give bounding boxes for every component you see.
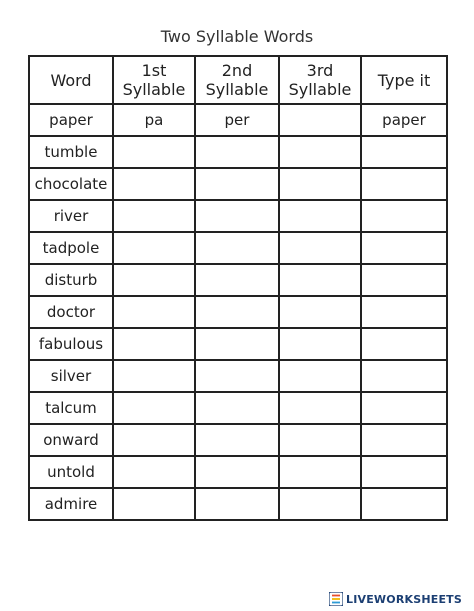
type-it-input[interactable] <box>361 360 447 392</box>
second-syllable-input[interactable]: per <box>195 104 279 136</box>
second-syllable-input[interactable] <box>195 296 279 328</box>
third-syllable-input[interactable] <box>279 136 361 168</box>
type-it-input[interactable] <box>361 392 447 424</box>
word-cell: paper <box>29 104 113 136</box>
first-syllable-input[interactable] <box>113 424 195 456</box>
first-syllable-input[interactable] <box>113 296 195 328</box>
third-syllable-input[interactable] <box>279 424 361 456</box>
page-title: Two Syllable Words <box>160 27 314 46</box>
header-third-syllable <box>279 56 361 104</box>
second-syllable-input[interactable] <box>195 200 279 232</box>
type-it-input[interactable] <box>361 200 447 232</box>
liveworksheets-logo-text: LIVEWORKSHEETS <box>346 592 462 606</box>
first-syllable-input[interactable] <box>113 328 195 360</box>
type-it-input[interactable]: paper <box>361 104 447 136</box>
third-syllable-input[interactable] <box>279 328 361 360</box>
table-row <box>29 360 447 392</box>
header-word-label: Word <box>50 70 92 90</box>
second-syllable-input[interactable] <box>195 424 279 456</box>
third-syllable-input[interactable] <box>279 264 361 296</box>
third-syllable-input[interactable] <box>279 232 361 264</box>
type-it-input[interactable] <box>361 168 447 200</box>
table-row <box>29 424 447 456</box>
header-second-syllable-line2: Syllable <box>205 80 269 99</box>
first-syllable-input[interactable] <box>113 232 195 264</box>
second-syllable-input[interactable] <box>195 136 279 168</box>
type-it-input[interactable] <box>361 264 447 296</box>
header-word <box>29 56 113 104</box>
table-row <box>29 168 447 200</box>
third-syllable-input[interactable] <box>279 456 361 488</box>
syllable-table <box>28 55 448 521</box>
table-row <box>29 328 447 360</box>
table-row <box>29 264 447 296</box>
second-syllable-input[interactable] <box>195 264 279 296</box>
table-row <box>29 296 447 328</box>
word-cell: talcum <box>29 392 113 424</box>
header-first-syllable-line1: 1st <box>141 61 167 80</box>
word-cell: doctor <box>29 296 113 328</box>
table-row <box>29 392 447 424</box>
first-syllable-input[interactable] <box>113 456 195 488</box>
liveworksheets-logo-icon <box>329 592 343 606</box>
word-cell: tadpole <box>29 232 113 264</box>
word-cell: tumble <box>29 136 113 168</box>
table-row <box>29 488 447 520</box>
second-syllable-input[interactable] <box>195 168 279 200</box>
word-cell: disturb <box>29 264 113 296</box>
third-syllable-input[interactable] <box>279 296 361 328</box>
word-cell: chocolate <box>29 168 113 200</box>
second-syllable-input[interactable] <box>195 488 279 520</box>
type-it-input[interactable] <box>361 328 447 360</box>
first-syllable-input[interactable] <box>113 264 195 296</box>
second-syllable-input[interactable] <box>195 232 279 264</box>
first-syllable-input[interactable]: pa <box>113 104 195 136</box>
third-syllable-input[interactable] <box>279 392 361 424</box>
first-syllable-input[interactable] <box>113 168 195 200</box>
type-it-input[interactable] <box>361 424 447 456</box>
first-syllable-input[interactable] <box>113 392 195 424</box>
first-syllable-input[interactable] <box>113 488 195 520</box>
second-syllable-input[interactable] <box>195 392 279 424</box>
type-it-input[interactable] <box>361 136 447 168</box>
type-it-input[interactable] <box>361 488 447 520</box>
word-cell: fabulous <box>29 328 113 360</box>
third-syllable-input[interactable] <box>279 168 361 200</box>
type-it-input[interactable] <box>361 296 447 328</box>
header-type-it <box>361 56 447 104</box>
word-cell: river <box>29 200 113 232</box>
table-row <box>29 136 447 168</box>
table-body <box>29 104 447 520</box>
third-syllable-input[interactable] <box>279 488 361 520</box>
header-second-syllable-line1: 2nd <box>221 61 253 80</box>
second-syllable-input[interactable] <box>195 456 279 488</box>
third-syllable-input[interactable] <box>279 360 361 392</box>
first-syllable-input[interactable] <box>113 200 195 232</box>
header-first-syllable-line2: Syllable <box>122 80 186 99</box>
first-syllable-input[interactable] <box>113 360 195 392</box>
word-cell: onward <box>29 424 113 456</box>
table-row <box>29 456 447 488</box>
second-syllable-input[interactable] <box>195 360 279 392</box>
header-third-syllable-line2: Syllable <box>288 80 352 99</box>
table-row <box>29 104 447 136</box>
header-row <box>29 56 447 104</box>
word-cell: silver <box>29 360 113 392</box>
word-cell: untold <box>29 456 113 488</box>
second-syllable-input[interactable] <box>195 328 279 360</box>
type-it-input[interactable] <box>361 232 447 264</box>
third-syllable-input[interactable] <box>279 200 361 232</box>
table-row <box>29 232 447 264</box>
third-syllable-input[interactable] <box>279 104 361 136</box>
liveworksheets-logo <box>329 591 462 607</box>
word-cell: admire <box>29 488 113 520</box>
header-third-syllable-line1: 3rd <box>306 61 334 80</box>
first-syllable-input[interactable] <box>113 136 195 168</box>
type-it-input[interactable] <box>361 456 447 488</box>
header-type-it-label: Type it <box>377 70 431 90</box>
header-second-syllable <box>195 56 279 104</box>
table-row <box>29 200 447 232</box>
header-first-syllable <box>113 56 195 104</box>
